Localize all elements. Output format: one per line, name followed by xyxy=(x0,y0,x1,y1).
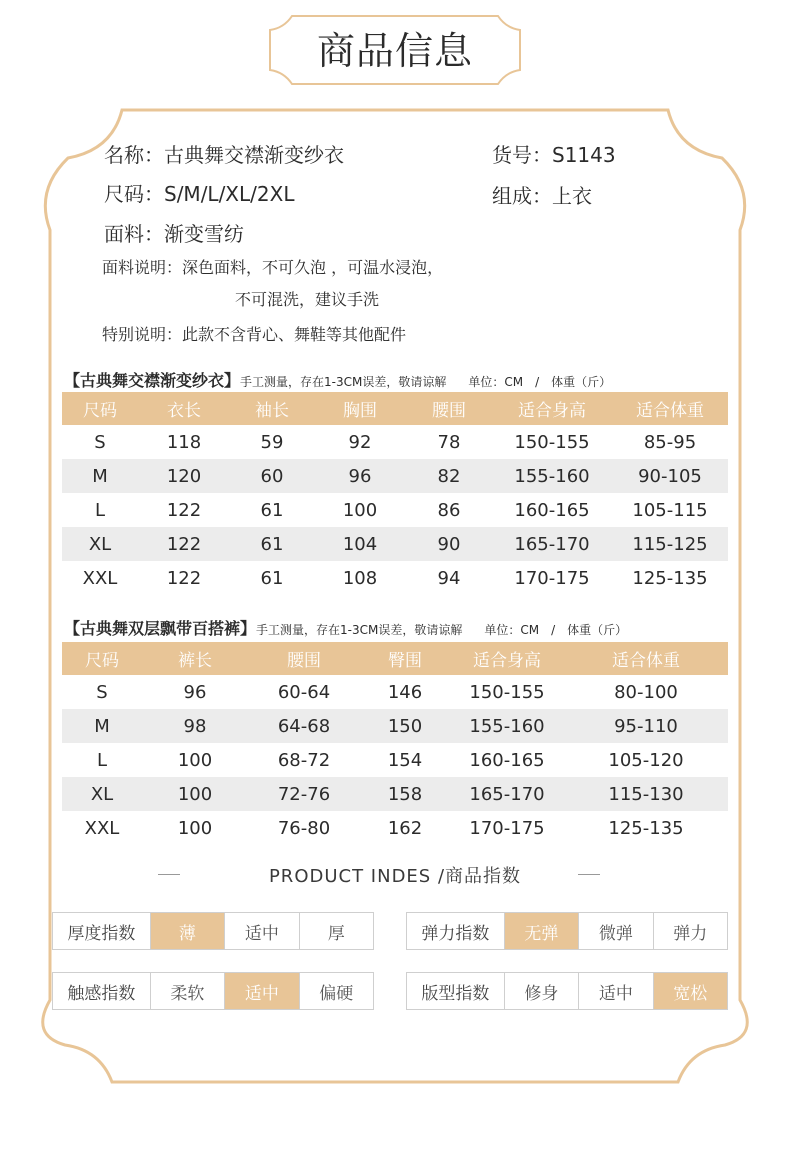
column-header: 尺码 xyxy=(62,392,138,425)
table-cell: L xyxy=(96,749,108,771)
column-header: 袖长 xyxy=(230,392,314,425)
top-table-heading xyxy=(64,368,611,391)
table-row xyxy=(62,561,728,595)
index-label: 弹力指数 xyxy=(421,923,490,944)
fabric-note-1: 面料说明：深色面料，不可久泡 ，可温水浸泡， xyxy=(102,258,444,277)
table-cell: 146 xyxy=(387,681,423,703)
page-title: 商品信息 xyxy=(316,29,473,73)
thickness-index xyxy=(52,912,374,950)
product-index-title: PRODUCT INDES /商品指数 xyxy=(268,866,522,887)
table-cell: 122 xyxy=(138,527,230,561)
table-row xyxy=(62,709,728,743)
table-cell: XL xyxy=(62,777,142,811)
index-label: 厚度指数 xyxy=(67,923,136,944)
table-cell: 165-170 xyxy=(492,527,612,561)
column-header: 适合体重 xyxy=(612,392,728,425)
top-table-note: 手工测量，存在1-3CM误差，敬请谅解 xyxy=(240,375,447,389)
table-cell: 100 xyxy=(177,749,213,771)
table-cell: 108 xyxy=(342,567,378,589)
table-cell: 61 xyxy=(260,567,284,589)
table-row xyxy=(62,527,728,561)
divider-left xyxy=(158,874,180,875)
composition: 组成：上衣 xyxy=(492,184,592,208)
table-cell: 60 xyxy=(230,459,314,493)
table-cell: 96 xyxy=(183,681,207,703)
top-table-unit: 单位：CM / 体重（斤） xyxy=(468,375,612,389)
table-cell: 104 xyxy=(314,527,406,561)
table-cell: 72-76 xyxy=(248,777,360,811)
index-label: 版型指数 xyxy=(421,983,490,1004)
table-cell: 150 xyxy=(360,709,450,743)
table-cell: 61 xyxy=(260,499,284,521)
table-cell: XXL xyxy=(82,567,118,589)
index-option-selected: 宽松 xyxy=(653,973,727,1009)
pants-table-heading xyxy=(64,616,627,639)
size-list: 尺码：S/M/L/XL/2XL xyxy=(104,182,295,206)
table-cell: 61 xyxy=(230,527,314,561)
table-cell: 150-155 xyxy=(469,681,545,703)
divider-right xyxy=(578,874,600,875)
table-header-row xyxy=(62,642,728,675)
table-cell: L xyxy=(94,499,106,521)
index-label: 触感指数 xyxy=(67,983,136,1004)
product-name: 名称：古典舞交襟渐变纱衣 xyxy=(104,143,344,167)
table-cell: 158 xyxy=(360,777,450,811)
index-option: 柔软 xyxy=(150,973,224,1009)
table-row xyxy=(62,459,728,493)
table-cell: 68-72 xyxy=(277,749,331,771)
table-cell: 76-80 xyxy=(277,817,331,839)
table-row xyxy=(62,811,728,845)
table-cell: 85-95 xyxy=(643,431,697,453)
table-cell: 96 xyxy=(314,459,406,493)
table-cell: 154 xyxy=(387,749,423,771)
table-cell: 86 xyxy=(437,499,461,521)
special-note: 特别说明：此款不含背心、舞鞋等其他配件 xyxy=(102,325,407,344)
pants-size-table xyxy=(62,642,728,845)
pants-table-unit: 单位：CM / 体重（斤） xyxy=(484,623,628,637)
table-cell: S xyxy=(96,681,108,703)
table-cell: 170-175 xyxy=(514,567,590,589)
table-cell: 115-130 xyxy=(564,777,728,811)
table-cell: 160-165 xyxy=(514,499,590,521)
table-cell: 165-170 xyxy=(450,777,564,811)
table-cell: 100 xyxy=(342,499,378,521)
table-cell: 150-155 xyxy=(514,431,590,453)
column-header: 臀围 xyxy=(360,642,450,675)
table-header-row xyxy=(62,392,728,425)
column-header: 裤长 xyxy=(142,642,248,675)
table-cell: 170-175 xyxy=(469,817,545,839)
index-option: 偏硬 xyxy=(299,973,373,1009)
table-row xyxy=(62,675,728,709)
fit-index xyxy=(406,972,728,1010)
table-cell: 155-160 xyxy=(492,459,612,493)
table-cell: 59 xyxy=(260,431,284,453)
index-option-selected: 适中 xyxy=(224,973,298,1009)
touch-index xyxy=(52,972,374,1010)
index-option: 微弹 xyxy=(578,913,652,949)
table-cell: 120 xyxy=(138,459,230,493)
top-table-title: 【古典舞交襟渐变纱衣】 xyxy=(64,371,241,390)
table-cell: M xyxy=(62,459,138,493)
table-cell: 105-120 xyxy=(608,749,684,771)
table-cell: 60-64 xyxy=(277,681,331,703)
table-cell: 100 xyxy=(142,777,248,811)
column-header: 腰围 xyxy=(406,392,492,425)
table-cell: 105-115 xyxy=(632,499,708,521)
table-cell: XL xyxy=(62,527,138,561)
table-cell: 78 xyxy=(437,431,461,453)
table-cell: 100 xyxy=(177,817,213,839)
index-option-selected: 无弹 xyxy=(504,913,578,949)
table-row xyxy=(62,425,728,459)
top-size-table xyxy=(62,392,728,595)
table-cell: 82 xyxy=(406,459,492,493)
table-row xyxy=(62,777,728,811)
table-cell: 122 xyxy=(166,499,202,521)
index-option: 厚 xyxy=(299,913,373,949)
table-cell: XXL xyxy=(84,817,120,839)
table-cell: S xyxy=(94,431,106,453)
column-header: 尺码 xyxy=(62,642,142,675)
table-cell: 162 xyxy=(387,817,423,839)
column-header: 适合身高 xyxy=(450,642,564,675)
table-row xyxy=(62,743,728,777)
table-cell: 92 xyxy=(348,431,372,453)
table-cell: 125-135 xyxy=(632,567,708,589)
column-header: 适合体重 xyxy=(564,642,728,675)
pants-table-title: 【古典舞双层飘带百搭裤】 xyxy=(64,619,257,638)
table-cell: 118 xyxy=(166,431,202,453)
pants-table-note: 手工测量，存在1-3CM误差，敬请谅解 xyxy=(256,623,463,637)
index-option: 修身 xyxy=(504,973,578,1009)
fabric-note-2: 不可混洗，建议手洗 xyxy=(235,290,380,309)
table-cell: 115-125 xyxy=(612,527,728,561)
table-cell: 155-160 xyxy=(450,709,564,743)
table-row xyxy=(62,493,728,527)
index-option: 适中 xyxy=(224,913,298,949)
item-number: 货号：S1143 xyxy=(492,143,616,167)
table-cell: 90 xyxy=(406,527,492,561)
column-header: 腰围 xyxy=(248,642,360,675)
table-cell: 90-105 xyxy=(612,459,728,493)
table-cell: 98 xyxy=(142,709,248,743)
fabric: 面料：渐变雪纺 xyxy=(104,222,244,246)
table-cell: 64-68 xyxy=(248,709,360,743)
index-option: 弹力 xyxy=(653,913,727,949)
table-cell: M xyxy=(62,709,142,743)
column-header: 适合身高 xyxy=(492,392,612,425)
table-cell: 80-100 xyxy=(614,681,678,703)
column-header: 衣长 xyxy=(138,392,230,425)
table-cell: 95-110 xyxy=(564,709,728,743)
table-cell: 125-135 xyxy=(608,817,684,839)
index-option: 适中 xyxy=(578,973,652,1009)
elasticity-index xyxy=(406,912,728,950)
table-cell: 160-165 xyxy=(469,749,545,771)
table-cell: 94 xyxy=(437,567,461,589)
table-cell: 122 xyxy=(166,567,202,589)
index-option-selected: 薄 xyxy=(150,913,224,949)
column-header: 胸围 xyxy=(314,392,406,425)
